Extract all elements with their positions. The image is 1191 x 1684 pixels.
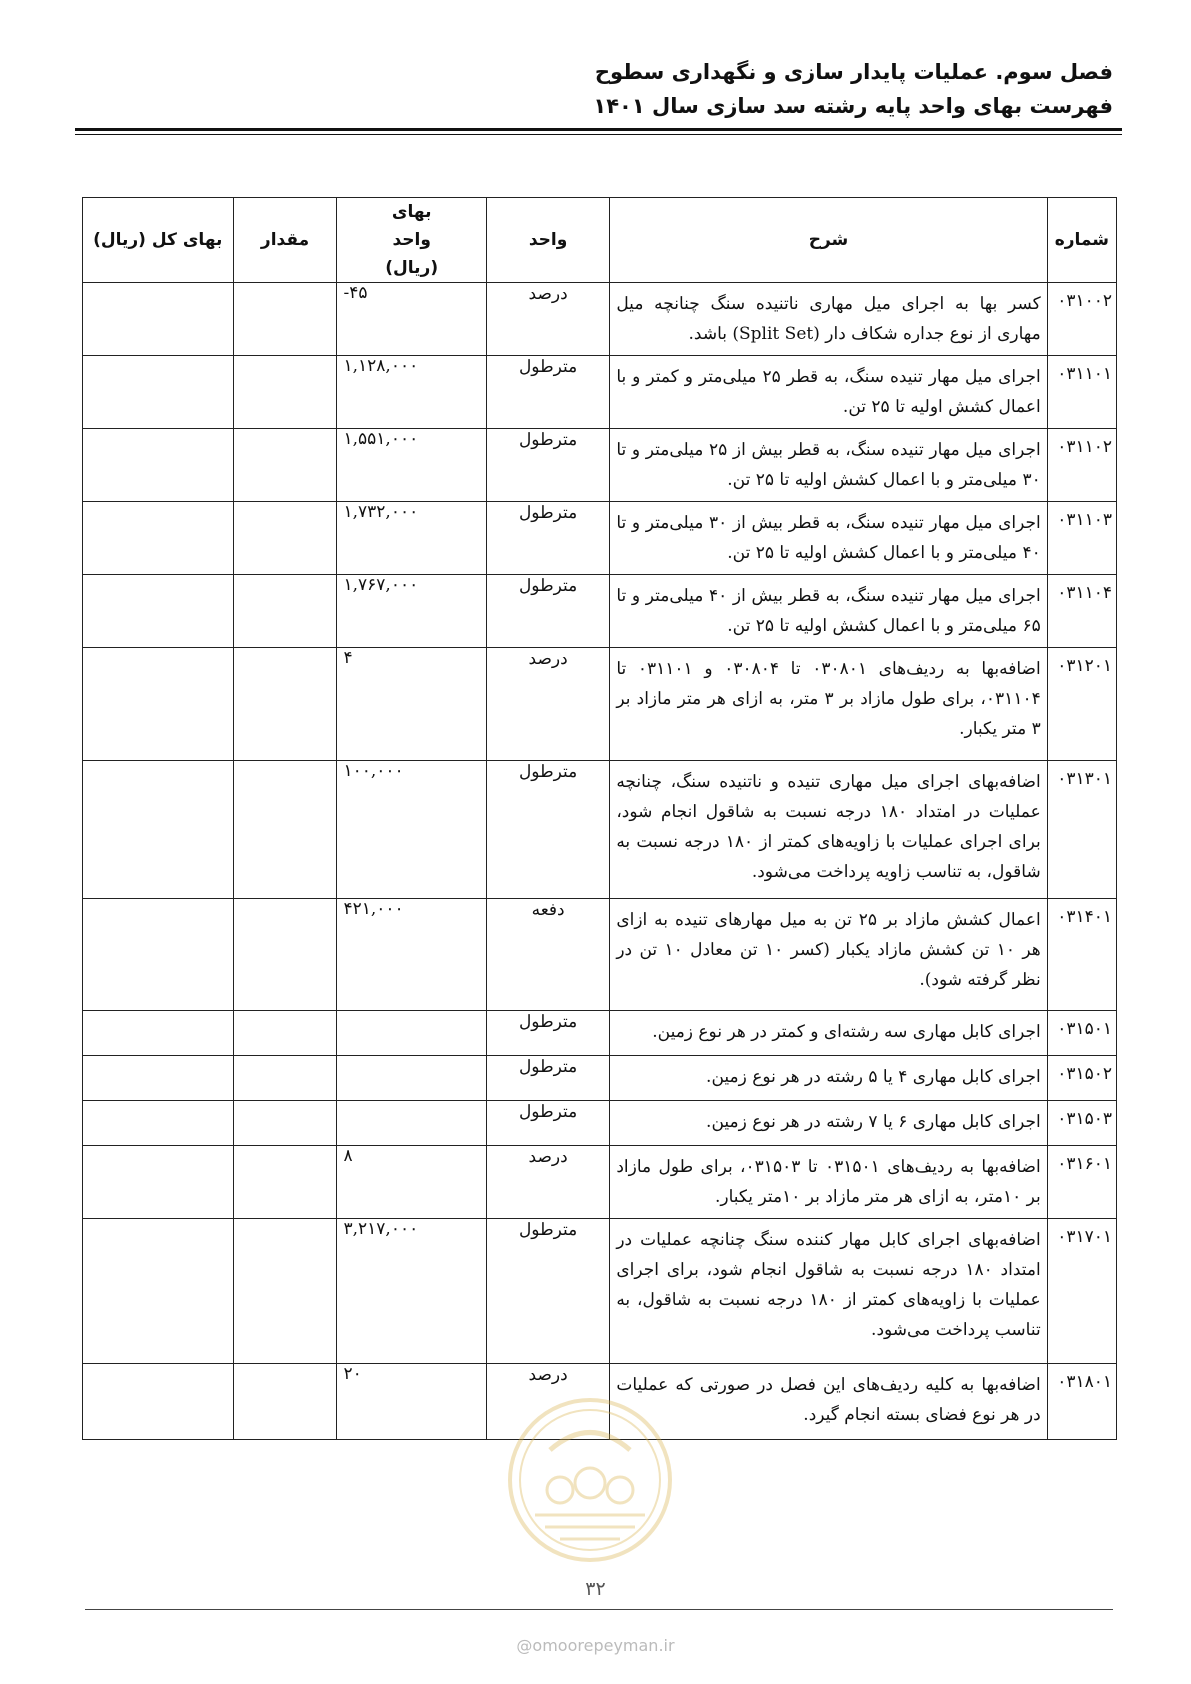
row-unit: مترطول xyxy=(486,356,609,429)
row-code: ۰۳۱۱۰۱ xyxy=(1047,356,1116,429)
col-header-unit: واحد xyxy=(486,198,609,283)
col-header-total-price: بهای کل (ریال) xyxy=(83,198,234,283)
row-unit-price: ۱,۷۳۲,۰۰۰ xyxy=(337,502,486,575)
row-total-price xyxy=(83,575,234,648)
table-row xyxy=(83,356,1117,429)
row-description: اجرای میل مهار تنیده سنگ، به قطر بیش از ۴۰ میلی‌متر و تا ۶۵ میلی‌متر و با اعمال کشش اولیه تا ۲۵ تن. xyxy=(610,575,1047,648)
row-quantity xyxy=(233,429,337,502)
row-unit: درصد xyxy=(486,648,609,761)
row-code: ۰۳۱۵۰۳ xyxy=(1047,1101,1116,1146)
row-unit: مترطول xyxy=(486,1011,609,1056)
watermark-seal xyxy=(505,1395,675,1565)
row-total-price xyxy=(83,1146,234,1219)
row-unit: مترطول xyxy=(486,1056,609,1101)
table-row xyxy=(83,502,1117,575)
row-unit-price xyxy=(337,1101,486,1146)
row-description: اضافه‌بها به ردیف‌های ۰۳۰۸۰۱ تا ۰۳۰۸۰۴ و ۰۳۱۱۰۱ تا ۰۳۱۱۰۴، برای طول مازاد بر ۳ متر، به ازای هر متر مازاد بر ۳ متر یکبار. xyxy=(610,648,1047,761)
row-quantity xyxy=(233,1056,337,1101)
table-row xyxy=(83,1219,1117,1364)
table-row xyxy=(83,575,1117,648)
row-description: اضافه‌بها به ردیف‌های ۰۳۱۵۰۱ تا ۰۳۱۵۰۳، برای طول مازاد بر ۱۰متر، به ازای هر متر مازاد بر ۱۰متر یکبار. xyxy=(610,1146,1047,1219)
row-total-price xyxy=(83,1219,234,1364)
row-code: ۰۳۱۴۰۱ xyxy=(1047,899,1116,1011)
row-unit-price: ۴ xyxy=(337,648,486,761)
row-total-price xyxy=(83,502,234,575)
row-unit-price xyxy=(337,1011,486,1056)
row-quantity xyxy=(233,356,337,429)
row-unit-price: ۳,۲۱۷,۰۰۰ xyxy=(337,1219,486,1364)
row-unit: مترطول xyxy=(486,429,609,502)
table-row xyxy=(83,761,1117,899)
row-code: ۰۳۱۸۰۱ xyxy=(1047,1364,1116,1440)
row-unit: مترطول xyxy=(486,761,609,899)
row-unit-price: ۱۰۰,۰۰۰ xyxy=(337,761,486,899)
page-number: ۳۲ xyxy=(585,1578,606,1600)
row-code: ۰۳۱۱۰۳ xyxy=(1047,502,1116,575)
row-quantity xyxy=(233,1101,337,1146)
row-unit-price xyxy=(337,1056,486,1101)
row-description: اضافه‌بهای اجرای کابل مهار کننده سنگ چنانچه عملیات در امتداد ۱۸۰ درجه نسبت به شاقول انجام شود، برای اجرای عملیات با زاویه‌های کمتر از ۱۸۰ درجه نسبت به شاقول، به تناسب پرداخت می‌شود. xyxy=(610,1219,1047,1364)
row-unit: درصد xyxy=(486,1146,609,1219)
row-unit: مترطول xyxy=(486,1219,609,1364)
header-rule-thin xyxy=(75,134,1122,135)
row-total-price xyxy=(83,1056,234,1101)
page-header xyxy=(63,55,1113,123)
row-total-price xyxy=(83,1011,234,1056)
row-total-price xyxy=(83,429,234,502)
row-unit-price: ۱,۵۵۱,۰۰۰ xyxy=(337,429,486,502)
row-unit-price: ۸ xyxy=(337,1146,486,1219)
row-description: اعمال کشش مازاد بر ۲۵ تن به میل مهارهای تنیده به ازای هر ۱۰ تن کشش مازاد یکبار (کسر ۱۰ تن معادل ۱۰ تن در نظر گرفته شود). xyxy=(610,899,1047,1011)
col-header-quantity: مقدار xyxy=(233,198,337,283)
row-quantity xyxy=(233,648,337,761)
row-description: اجرای میل مهار تنیده سنگ، به قطر بیش از ۲۵ میلی‌متر و تا ۳۰ میلی‌متر و با اعمال کشش اولیه تا ۲۵ تن. xyxy=(610,429,1047,502)
col-header-code: شماره xyxy=(1047,198,1116,283)
table-row xyxy=(83,1101,1117,1146)
table-row xyxy=(83,429,1117,502)
row-total-price xyxy=(83,283,234,356)
row-unit-price: -۴۵ xyxy=(337,283,486,356)
row-description: اجرای میل مهار تنیده سنگ، به قطر بیش از ۳۰ میلی‌متر و تا ۴۰ میلی‌متر و با اعمال کشش اولیه تا ۲۵ تن. xyxy=(610,502,1047,575)
row-description: کسر بها به اجرای میل مهاری ناتنیده سنگ چنانچه میل مهاری از نوع جداره شکاف دار (Split Set) باشد. xyxy=(610,283,1047,356)
row-total-price xyxy=(83,761,234,899)
col-header-unit-price: بهای واحد (ریال) xyxy=(337,198,486,283)
table-row xyxy=(83,1056,1117,1101)
row-quantity xyxy=(233,1219,337,1364)
row-description: اضافه‌بهای اجرای میل مهاری تنیده و ناتنیده سنگ، چنانچه عملیات در امتداد ۱۸۰ درجه نسبت به شاقول انجام شود، برای اجرای عملیات با زاویه‌های کمتر از ۱۸۰ درجه نسبت به شاقول، به تناسب زاویه پرداخت می‌شود. xyxy=(610,761,1047,899)
chapter-title: فصل سوم. عملیات پایدار سازی و نگهداری سطوح xyxy=(594,60,1113,84)
table-header-row xyxy=(83,198,1117,283)
row-code: ۰۳۱۱۰۲ xyxy=(1047,429,1116,502)
row-quantity xyxy=(233,761,337,899)
header-rule-thick xyxy=(75,128,1122,131)
table-row xyxy=(83,1011,1117,1056)
row-unit: درصد xyxy=(486,1364,609,1440)
list-title: فهرست بهای واحد پایه رشته سد سازی سال ۱۴۰۱ xyxy=(593,94,1113,118)
row-description: اجرای کابل مهاری ۶ یا ۷ رشته در هر نوع زمین. xyxy=(610,1101,1047,1146)
row-description: اضافه‌بها به کلیه ردیف‌های این فصل در صورتی که عملیات در هر نوع فضای بسته انجام گیرد. xyxy=(610,1364,1047,1440)
row-unit-price: ۴۲۱,۰۰۰ xyxy=(337,899,486,1011)
row-quantity xyxy=(233,1011,337,1056)
row-quantity xyxy=(233,1364,337,1440)
row-unit-price: ۱,۱۲۸,۰۰۰ xyxy=(337,356,486,429)
row-total-price xyxy=(83,1101,234,1146)
row-code: ۰۳۱۶۰۱ xyxy=(1047,1146,1116,1219)
row-code: ۰۳۱۷۰۱ xyxy=(1047,1219,1116,1364)
row-total-price xyxy=(83,899,234,1011)
row-code: ۰۳۱۱۰۴ xyxy=(1047,575,1116,648)
table-row xyxy=(83,283,1117,356)
footer-rule xyxy=(85,1609,1113,1610)
row-code: ۰۳۱۲۰۱ xyxy=(1047,648,1116,761)
row-unit: مترطول xyxy=(486,575,609,648)
row-unit: درصد xyxy=(486,283,609,356)
row-quantity xyxy=(233,283,337,356)
table-row xyxy=(83,1146,1117,1219)
row-unit-price: ۲۰ xyxy=(337,1364,486,1440)
row-unit: مترطول xyxy=(486,1101,609,1146)
row-quantity xyxy=(233,1146,337,1219)
row-code: ۰۳۱۳۰۱ xyxy=(1047,761,1116,899)
row-unit-price: ۱,۷۶۷,۰۰۰ xyxy=(337,575,486,648)
price-table xyxy=(82,197,1117,1440)
row-description: اجرای کابل مهاری سه رشته‌ای و کمتر در هر نوع زمین. xyxy=(610,1011,1047,1056)
row-quantity xyxy=(233,899,337,1011)
row-description: اجرای کابل مهاری ۴ یا ۵ رشته در هر نوع زمین. xyxy=(610,1056,1047,1101)
row-total-price xyxy=(83,1364,234,1440)
row-unit: مترطول xyxy=(486,502,609,575)
row-description: اجرای میل مهار تنیده سنگ، به قطر ۲۵ میلی‌متر و کمتر و با اعمال کشش اولیه تا ۲۵ تن. xyxy=(610,356,1047,429)
row-quantity xyxy=(233,502,337,575)
row-code: ۰۳۱۰۰۲ xyxy=(1047,283,1116,356)
row-code: ۰۳۱۵۰۱ xyxy=(1047,1011,1116,1056)
row-code: ۰۳۱۵۰۲ xyxy=(1047,1056,1116,1101)
row-total-price xyxy=(83,648,234,761)
table-row xyxy=(83,648,1117,761)
table-row xyxy=(83,899,1117,1011)
website-watermark: @omoorepeyman.ir xyxy=(516,1636,675,1655)
row-total-price xyxy=(83,356,234,429)
row-unit: دفعه xyxy=(486,899,609,1011)
row-quantity xyxy=(233,575,337,648)
col-header-description: شرح xyxy=(610,198,1047,283)
